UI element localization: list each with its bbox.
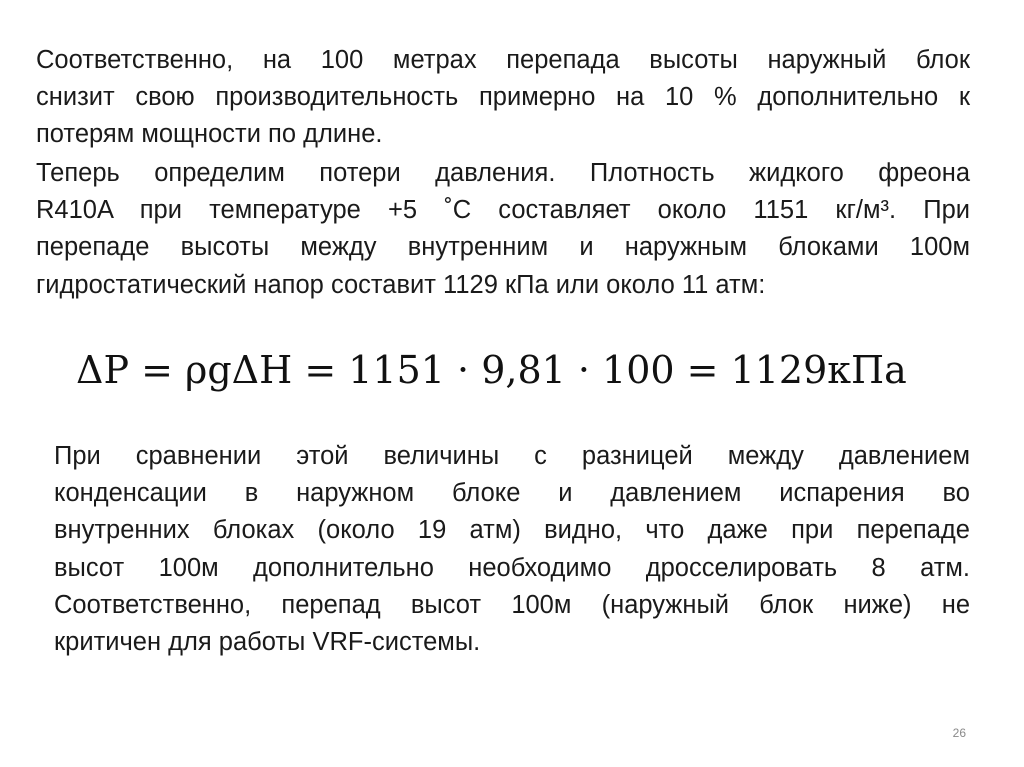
page-number: 26 xyxy=(952,726,966,740)
text-line: внутренних блоках (около 19 атм) видно, что даже при перепаде xyxy=(54,516,970,545)
text-line: перепаде высоты между внутренним и наружным блоками 100м xyxy=(36,233,970,262)
text-line: При сравнении этой величины с разницей между давлением xyxy=(54,442,970,470)
text-line: конденсации в наружном блоке и давлением испарения во xyxy=(54,479,970,508)
paragraph-performance-loss xyxy=(36,42,970,154)
text-line: критичен для работы VRF-системы. xyxy=(54,628,481,657)
text-line: Соответственно, на 100 метрах перепада высоты наружный блок xyxy=(36,46,970,74)
text-line: высот 100м дополнительно необходимо дросселировать 8 атм. xyxy=(54,553,970,582)
text-line: потерям мощности по длине. xyxy=(36,120,383,149)
text-line: снизит свою производительность примерно на 10 % дополнительно к xyxy=(36,83,970,112)
paragraph-pressure-loss xyxy=(36,155,970,304)
paragraph-conclusion xyxy=(54,438,970,661)
pressure-formula: ΔP = ρgΔH = 1151 · 9,81 · 100 = 1129кПа xyxy=(76,348,907,392)
text-line: R410A при температуре +5 ˚С составляет около 1151 кг/м³. При xyxy=(36,196,970,225)
text-line: Соответственно, перепад высот 100м (наружный блок ниже) не xyxy=(54,590,970,619)
text-line: гидростатический напор составит 1129 кПа или около 11 атм: xyxy=(36,270,766,299)
text-line: Теперь определим потери давления. Плотность жидкого фреона xyxy=(36,159,970,187)
